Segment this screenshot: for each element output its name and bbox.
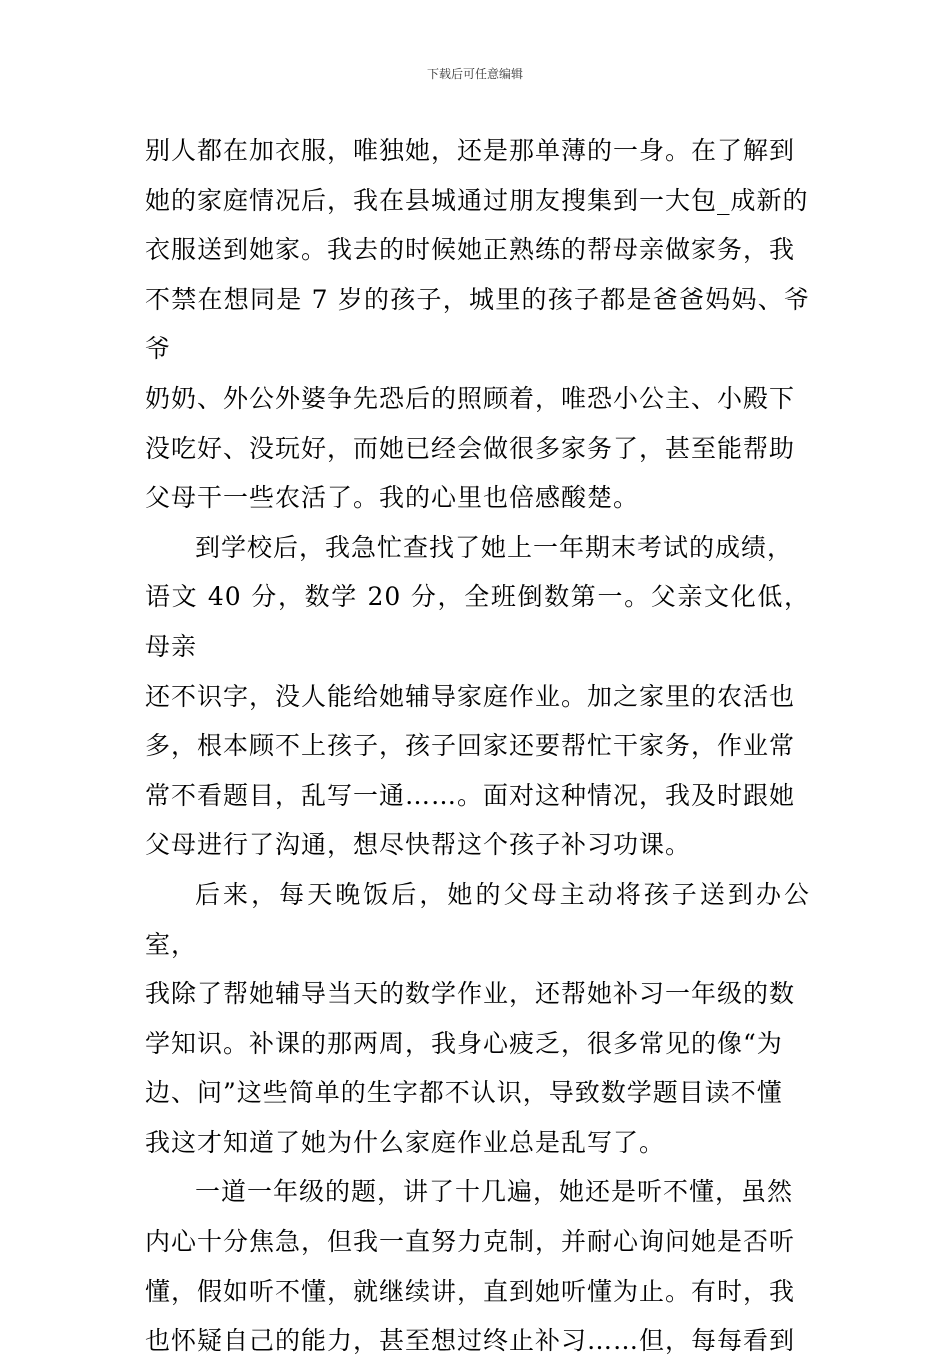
paragraph-1: 别人都在加衣服，唯独她，还是那单薄的一身。在了解到 她的家庭情况后，我在县城通过朋友搜集到一大包_成新的 衣服送到她家。我去的时候她正熟练的帮母亲做家务，我 不禁在想同是 7 岁的孩子，城里的孩子都是爸爸妈妈、爷爷 奶奶、外公外婆争先恐后的照顾着，唯恐小公主、小殿下 没吃好、没玩好，而她已经会做很多家务了，甚至能帮助 父母干一些农活了。我的心里也倍感酸楚。	[145, 136, 810, 513]
body-text	[145, 126, 810, 1366]
paragraph-4: 一道一年级的题，讲了十几遍，她还是听不懂，虽然 内心十分焦急，但我一直努力克制，并耐心询问她是否听 懂，假如听不懂，就继续讲，直到她听懂为止。有时，我 也怀疑自己的能力，甚至想过终止补习……但，每每看到	[145, 1177, 796, 1356]
header-note: 下载后可任意编辑	[426, 67, 523, 81]
paragraph-3: 后来，每天晚饭后，她的父母主动将孩子送到办公室， 我除了帮她辅导当天的数学作业，还帮她补习一年级的数 学知识。补课的那两周，我身心疲乏，很多常见的像“为 边、问”这些简单的生字都不认识，导致数学题目读不懂 我这才知道了她为什么家庭作业总是乱写了。	[145, 879, 810, 1157]
paragraph-2: 到学校后，我急忙查找了她上一年期末考试的成绩， 语文 40 分，数学 20 分，全班倒数第一。父亲文化低，母亲 还不识字，没人能给她辅导家庭作业。加之家里的农活也 多，根本顾不上孩子，孩子回家还要帮忙干家务，作业常 常不看题目，乱写一通……。面对这种情况，我及时跟她 父母进行了沟通，想尽快帮这个孩子补习功课。	[145, 532, 810, 860]
